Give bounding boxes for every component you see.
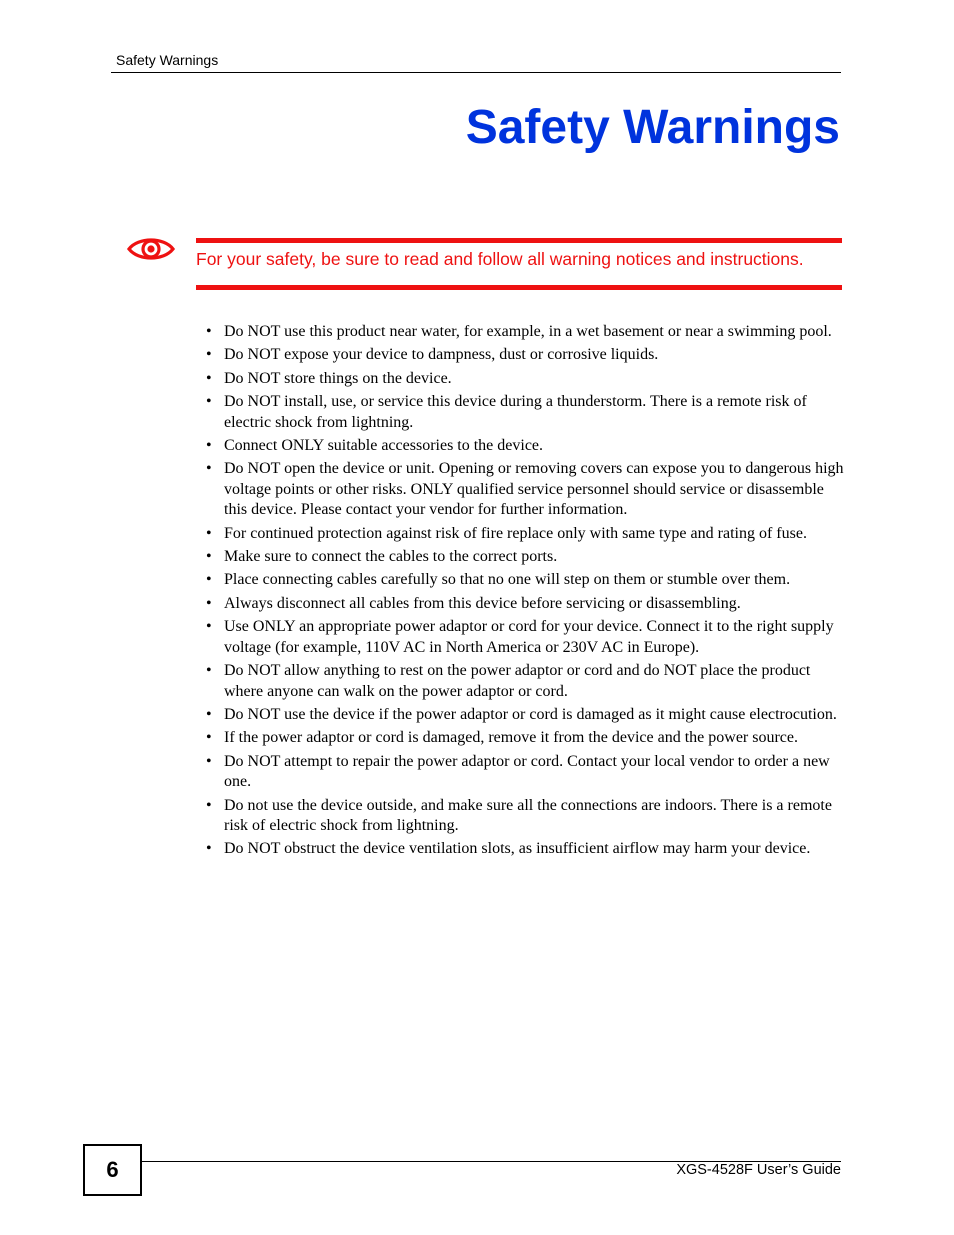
warning-text: Do NOT use the device if the power adaptor or cord is damaged as it might cause electrocution. [224,705,837,723]
bullet: • [206,369,212,387]
warning-rule-bottom [196,285,842,290]
bullet: • [206,346,212,364]
warning-text: Do not use the device outside, and make sure all the connections are indoors. There is a remote risk of electric shock from lightning. [224,796,832,834]
warning-item [204,524,844,544]
bullet: • [206,548,212,566]
bullet: • [206,840,212,858]
warning-item [204,436,844,456]
warning-item [204,796,844,837]
safety-notice: For your safety, be sure to read and follow all warning notices and instructions. [196,249,804,269]
warning-text: Make sure to connect the cables to the correct ports. [224,548,558,566]
warning-text: Use ONLY an appropriate power adaptor or cord for your device. Connect it to the right supply voltage (for example, 110V AC in North America or 230V AC in Europe). [224,618,834,656]
warning-item [204,392,844,433]
bullet: • [206,571,212,589]
warning-item [204,322,844,342]
bullet: • [206,729,212,747]
warning-text: Do NOT store things on the device. [224,369,452,387]
header-rule [111,72,841,73]
bullet: • [206,524,212,542]
warning-item [204,570,844,590]
warning-text: Connect ONLY suitable accessories to the device. [224,437,544,455]
warning-text: Do NOT attempt to repair the power adaptor or cord. Contact your local vendor to order a new one. [224,752,830,791]
page-title: Safety Warnings [465,101,840,154]
warning-text: Do NOT obstruct the device ventilation slots, as insufficient airflow may harm your device. [224,840,811,858]
bullet: • [206,796,212,814]
warning-item [204,345,844,365]
warning-item [204,547,844,567]
warning-text: Always disconnect all cables from this device before servicing or disassembling. [224,594,741,612]
warning-item [204,705,844,725]
bullet: • [206,662,212,680]
bullet: • [206,705,212,723]
bullet: • [206,460,212,478]
warning-text: Do NOT install, use, or service this device during a thunderstorm. There is a remote risk of electric shock from lightning. [224,393,807,431]
warning-item [204,459,844,520]
bullet: • [206,437,212,455]
bullet: • [206,393,212,411]
bullet: • [206,618,212,636]
page-number: 6 [83,1144,142,1196]
warning-item [204,617,844,658]
warning-item [204,839,844,859]
warning-item [204,594,844,614]
warning-item [204,369,844,389]
bullet: • [206,323,212,340]
warning-text: Do NOT allow anything to rest on the power adaptor or cord and do NOT place the product where anyone can walk on the power adaptor or cord. [224,662,811,700]
warning-list [204,322,844,863]
guide-title: XGS-4528F User’s Guide [676,1162,841,1178]
warning-text: Place connecting cables carefully so that no one will step on them or stumble over them. [224,571,791,589]
eye-icon [127,234,175,264]
running-header: Safety Warnings [116,52,219,68]
warning-rule-top [196,238,842,243]
warning-text: Do NOT use this product near water, for example, in a wet basement or near a swimming pool. [224,323,832,340]
warning-item [204,661,844,702]
bullet: • [206,752,212,770]
warning-item [204,728,844,748]
bullet: • [206,594,212,612]
warning-text: Do NOT expose your device to dampness, dust or corrosive liquids. [224,346,659,364]
warning-text: Do NOT open the device or unit. Opening or removing covers can expose you to dangerous high voltage points or other risks. ONLY qualified service personnel should service or disassemble this device. Please contact your vendor for further information. [224,460,844,519]
warning-item [204,752,844,793]
warning-text: If the power adaptor or cord is damaged, remove it from the device and the power source. [224,729,798,747]
warning-text: For continued protection against risk of fire replace only with same type and rating of fuse. [224,524,807,542]
